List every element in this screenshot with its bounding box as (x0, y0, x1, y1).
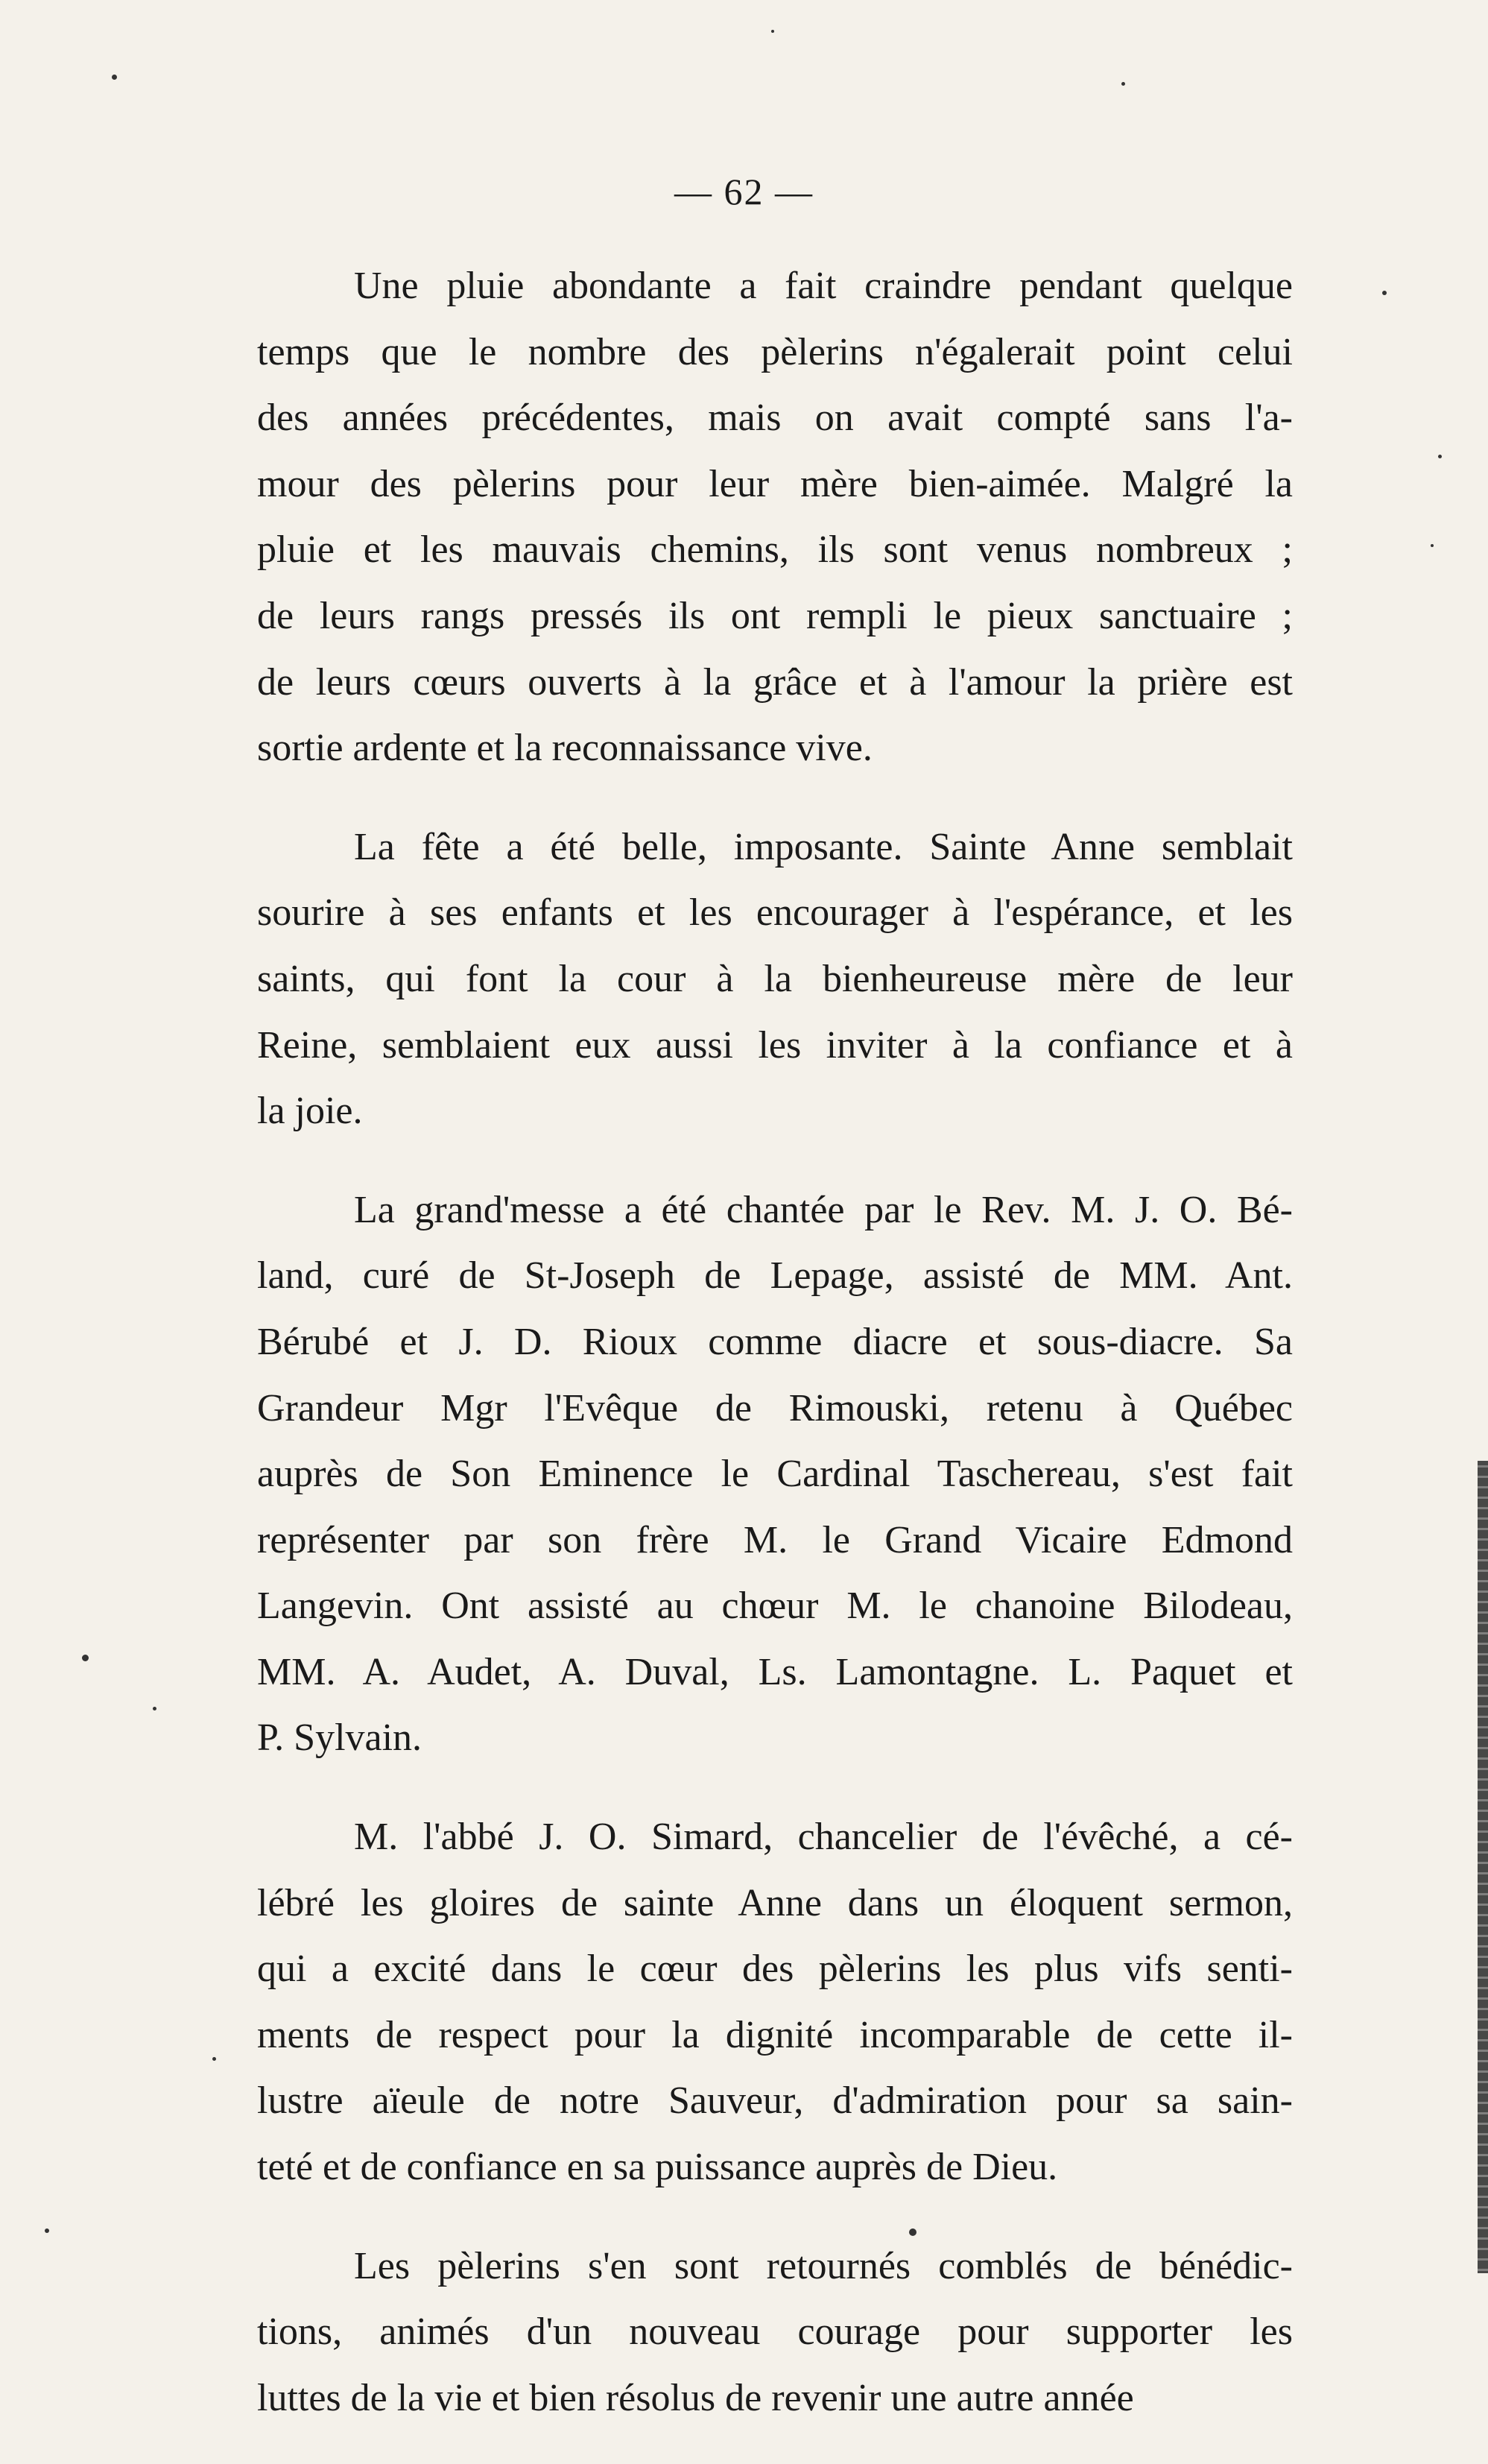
text-line: MM. A. Audet, A. Duval, Ls. Lamontagne. L. Paquet et (257, 1650, 1293, 1693)
text-line: Bérubé et J. D. Rioux comme diacre et sous-diacre. Sa (257, 1320, 1293, 1363)
text-line: teté et de confiance en sa puissance auprès de Dieu. (257, 2146, 1058, 2189)
text-line: Langevin. Ont assisté au chœur M. le chanoine Bilodeau, (257, 1585, 1293, 1628)
text-line: de leurs cœurs ouverts à la grâce et à l'amour la prière est (257, 660, 1293, 704)
text-line: land, curé de St-Joseph de Lepage, assisté de MM. Ant. (257, 1254, 1293, 1298)
print-speck (1121, 82, 1125, 86)
text-line: représenter par son frère M. le Grand Vicaire Edmond (257, 1518, 1293, 1561)
text-line: La fête a été belle, imposante. Sainte Anne semblait (354, 825, 1293, 868)
paragraph (257, 2234, 1293, 2432)
print-speck (82, 1655, 89, 1661)
text-line: Les pèlerins s'en sont retournés comblés de bénédic- (354, 2244, 1293, 2287)
text-line: pluie et les mauvais chemins, ils sont venus nombreux ; (257, 528, 1293, 572)
text-line: Grandeur Mgr l'Evêque de Rimouski, retenu à Québec (257, 1386, 1293, 1430)
text-line: de leurs rangs pressés ils ont rempli le pieux sanctuaire ; (257, 594, 1293, 637)
text-line: Reine, semblaient eux aussi les inviter à la confiance et à (257, 1023, 1293, 1067)
print-speck (909, 2228, 916, 2236)
text-line: M. l'abbé J. O. Simard, chancelier de l'évêché, a cé- (354, 1816, 1293, 1859)
text-line: auprès de Son Eminence le Cardinal Taschereau, s'est fait (257, 1453, 1293, 1496)
text-line: tions, animés d'un nouveau courage pour supporter les (257, 2310, 1293, 2354)
print-speck (1438, 455, 1442, 458)
text-line: des années précédentes, mais on avait compté sans l'a- (257, 397, 1293, 440)
text-line: saints, qui font la cour à la bienheureuse mère de leur (257, 957, 1293, 1000)
paragraph (257, 815, 1293, 1145)
text-line: Une pluie abondante a fait craindre pendant quelque (354, 265, 1293, 307)
text-line: luttes de la vie et bien résolus de revenir une autre année (257, 2376, 1134, 2419)
print-speck (1431, 544, 1434, 547)
text-line: sourire à ses enfants et les encourager à l'espérance, et les (257, 891, 1293, 935)
text-line: la joie. (257, 1090, 363, 1133)
text-line: sortie ardente et la reconnaissance vive. (257, 727, 873, 770)
print-speck (45, 2228, 49, 2233)
print-speck (112, 75, 117, 80)
text-line: P. Sylvain. (257, 1716, 422, 1760)
page-number: — 62 — (674, 171, 814, 212)
paragraph (257, 1178, 1293, 1772)
print-speck (153, 1707, 156, 1710)
paragraph (257, 1804, 1293, 2201)
text-line: mour des pèlerins pour leur mère bien-aimée. Malgré la (257, 462, 1293, 505)
text-line: ments de respect pour la dignité incomparable de cette il- (257, 2013, 1293, 2056)
text-line: lébré les gloires de sainte Anne dans un éloquent sermon, (257, 1881, 1293, 1924)
text-line: La grand'messe a été chantée par le Rev. M. J. O. Bé- (354, 1188, 1293, 1231)
binding-edge (1478, 1461, 1488, 2273)
text-line: temps que le nombre des pèlerins n'égalerait point celui (257, 330, 1293, 373)
paragraph (257, 253, 1293, 782)
body-text (257, 253, 1293, 2464)
print-speck (212, 2057, 216, 2061)
text-line: lustre aïeule de notre Sauveur, d'admiration pour sa sain- (257, 2079, 1293, 2123)
text-line: qui a excité dans le cœur des pèlerins les plus vifs senti- (257, 1947, 1293, 1991)
print-speck (771, 30, 774, 33)
print-speck (1382, 291, 1387, 295)
